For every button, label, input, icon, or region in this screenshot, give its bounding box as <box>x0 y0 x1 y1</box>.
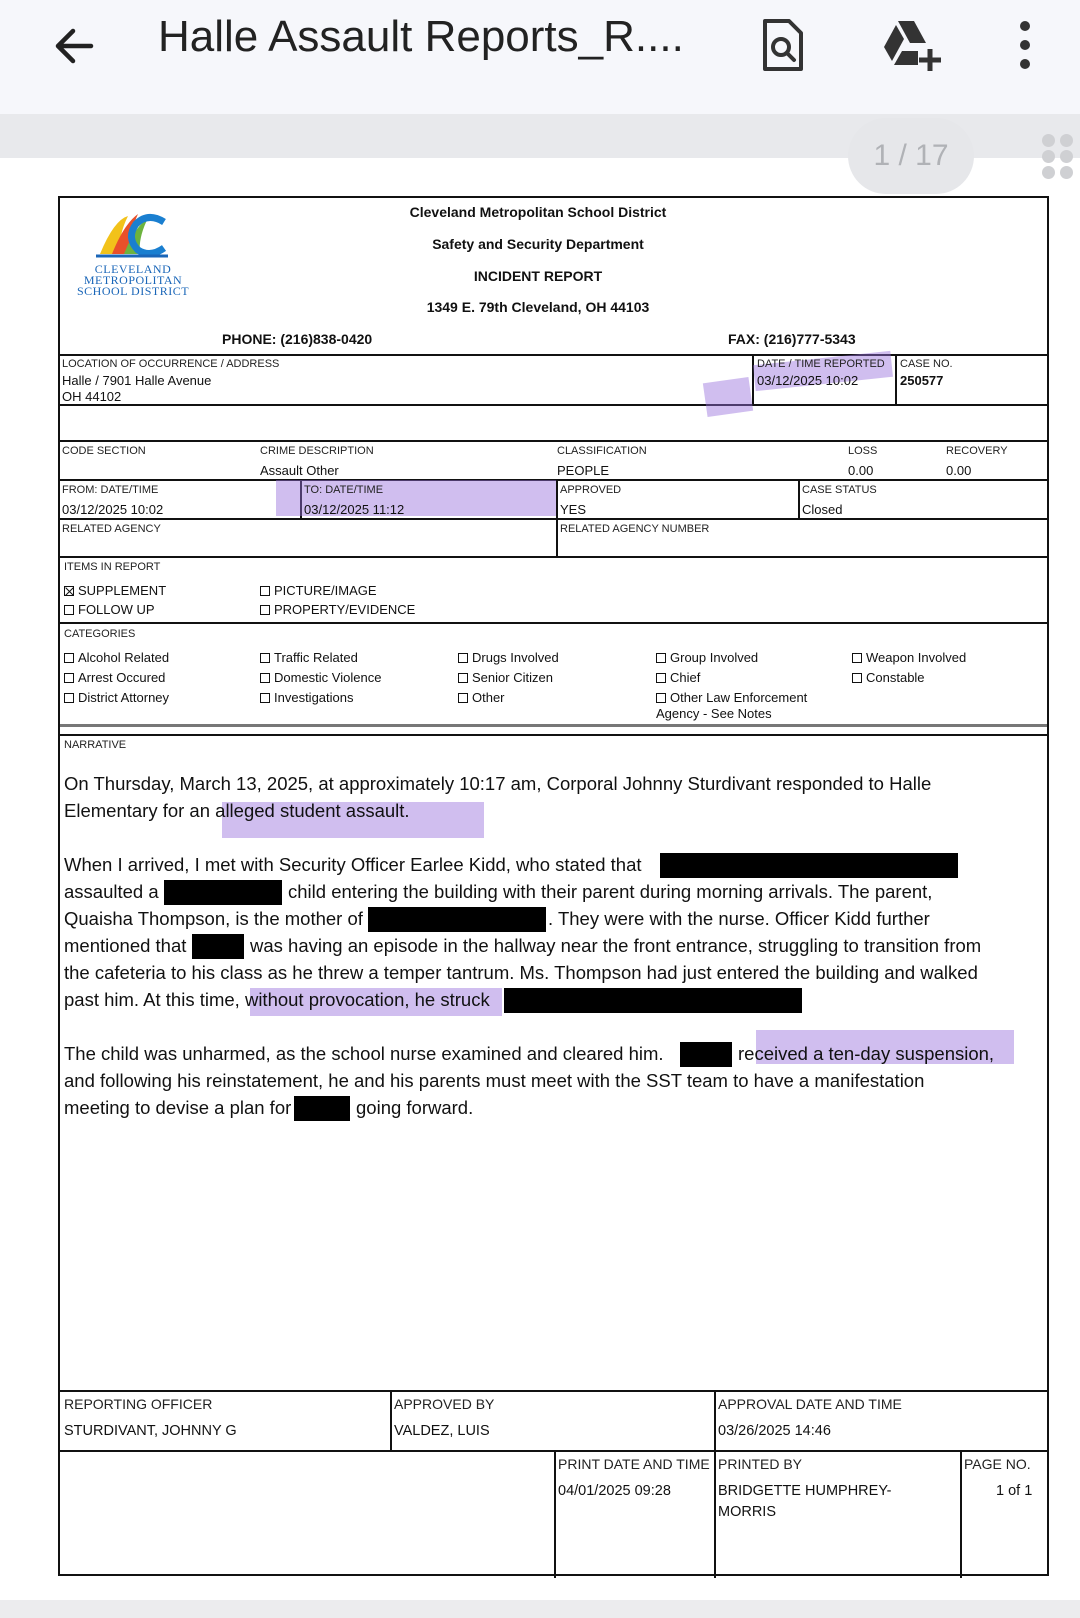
category-item <box>260 650 358 665</box>
unchecked-box-icon <box>64 653 74 663</box>
from-datetime-label: FROM: DATE/TIME <box>62 484 159 496</box>
narrative-line: was having an episode in the hallway near the front entrance, struggling to transition from <box>250 935 982 956</box>
narrative-line: going forward. <box>356 1097 474 1118</box>
category-label: Alcohol Related <box>78 650 170 665</box>
recovery-value: 0.00 <box>946 463 972 478</box>
narrative-line: The child was unharmed, as the school nurse examined and cleared him. <box>64 1043 664 1064</box>
page-no-value: 1 of 1 <box>996 1483 1033 1499</box>
category-label: Drugs Involved <box>472 650 559 665</box>
category-label: Other Law Enforcement <box>670 690 808 705</box>
case-status-value: Closed <box>802 502 843 517</box>
narrative-line: mentioned that <box>64 935 187 956</box>
code-section-label: CODE SECTION <box>62 445 146 457</box>
loss-label: LOSS <box>848 445 878 457</box>
redaction-block <box>368 907 546 932</box>
category-label: Chief <box>670 670 701 685</box>
redaction-block <box>504 988 802 1013</box>
approved-value: YES <box>560 502 587 517</box>
item-label: SUPPLEMENT <box>78 583 167 598</box>
category-item <box>656 670 700 685</box>
logo-line-3: SCHOOL DISTRICT <box>76 284 190 298</box>
category-item <box>458 670 553 685</box>
classification-value: PEOPLE <box>557 463 610 478</box>
category-item <box>64 670 165 685</box>
highlight-mark <box>703 377 753 417</box>
find-in-document-button[interactable] <box>748 10 818 80</box>
category-label: Investigations <box>274 690 354 705</box>
unchecked-box-icon <box>458 673 468 683</box>
unchecked-box-icon <box>260 693 270 703</box>
category-item <box>656 690 807 705</box>
approved-by-value: VALDEZ, LUIS <box>394 1423 490 1439</box>
items-label: ITEMS IN REPORT <box>64 561 161 573</box>
viewer-bottom-edge <box>0 1600 1080 1618</box>
category-label: Domestic Violence <box>274 670 382 685</box>
unchecked-box-icon <box>260 605 270 615</box>
date-reported-value: 03/12/2025 10:02 <box>757 373 859 388</box>
phone-number: PHONE: (216)838-0420 <box>222 331 373 347</box>
unchecked-box-icon <box>64 673 74 683</box>
redaction-block <box>192 934 244 959</box>
print-datetime-label: PRINT DATE AND TIME <box>558 1456 710 1472</box>
reporting-officer-label: REPORTING OFFICER <box>64 1396 213 1412</box>
category-label: Other <box>472 690 505 705</box>
narrative-line: On Thursday, March 13, 2025, at approximately 10:17 am, Corporal Johnny Sturdivant responded to Halle <box>64 773 932 794</box>
unchecked-box-icon <box>656 693 666 703</box>
category-item <box>852 670 925 685</box>
category-item <box>64 650 169 665</box>
category-label: Arrest Occured <box>78 670 166 685</box>
more-vertical-icon <box>1015 20 1035 70</box>
narrative-line: . They were with the nurse. Officer Kidd further <box>548 908 930 929</box>
printed-by-label: PRINTED BY <box>718 1456 803 1472</box>
category-label: Traffic Related <box>274 650 358 665</box>
unchecked-box-icon <box>458 693 468 703</box>
case-no-value: 250577 <box>900 373 944 388</box>
unchecked-box-icon <box>656 653 666 663</box>
location-line-1: Halle / 7901 Halle Avenue <box>62 373 212 388</box>
narrative-line: the cafeteria to his class as he threw a temper tantrum. Ms. Thompson had just entered the building and walked <box>64 962 978 983</box>
category-label: District Attorney <box>78 690 170 705</box>
classification-label: CLASSIFICATION <box>557 445 647 457</box>
location-label: LOCATION OF OCCURRENCE / ADDRESS <box>62 358 280 370</box>
redaction-block <box>660 853 958 878</box>
category-item <box>260 670 381 685</box>
loss-value: 0.00 <box>848 463 874 478</box>
document-title: Halle Assault Reports_R.... <box>158 12 684 61</box>
case-status-label: CASE STATUS <box>802 484 877 496</box>
narrative-line: Quaisha Thompson, is the mother of <box>64 908 363 929</box>
recovery-label: RECOVERY <box>946 445 1008 457</box>
unchecked-box-icon <box>260 586 270 596</box>
item-label: PICTURE/IMAGE <box>274 583 377 598</box>
document-search-icon <box>759 17 807 73</box>
district-logo <box>68 206 198 306</box>
redaction-block <box>680 1042 732 1067</box>
printed-by-line-2: MORRIS <box>718 1504 776 1520</box>
unchecked-box-icon <box>64 605 74 615</box>
location-line-2: OH 44102 <box>62 389 122 404</box>
item-label: PROPERTY/EVIDENCE <box>274 602 416 617</box>
case-no-label: CASE NO. <box>900 358 953 370</box>
narrative-line: and following his reinstatement, he and his parents must meet with the SST team to have a manifestation <box>64 1070 925 1091</box>
unchecked-box-icon <box>852 673 862 683</box>
reporting-officer-value: STURDIVANT, JOHNNY G <box>64 1423 237 1439</box>
fax-number: FAX: (216)777-5343 <box>728 331 856 347</box>
print-datetime-value: 04/01/2025 09:28 <box>558 1483 671 1499</box>
printed-by-line-1: BRIDGETTE HUMPHREY- <box>718 1483 892 1499</box>
checkbox-supplement <box>64 583 166 598</box>
approved-by-label: APPROVED BY <box>394 1396 495 1412</box>
category-item-continued: Agency - See Notes <box>656 706 772 721</box>
crime-description-value: Assault Other <box>260 463 339 478</box>
add-to-drive-icon <box>880 17 942 73</box>
category-label: Constable <box>866 670 925 685</box>
narrative-line: received a ten-day suspension, <box>738 1043 995 1064</box>
narrative-line: Elementary for an alleged student assault. <box>64 800 410 821</box>
narrative-line: past him. At this time, without provocation, he struck <box>64 989 490 1010</box>
checkbox-picture-image <box>260 583 377 598</box>
checked-box-icon <box>64 586 74 596</box>
unchecked-box-icon <box>458 653 468 663</box>
drag-handle-icon[interactable] <box>1042 134 1076 180</box>
department-name: Safety and Security Department <box>432 236 644 252</box>
logo-line-1: CLEVELAND <box>94 262 172 276</box>
logo-line-2: METROPOLITAN <box>83 273 183 287</box>
item-label: FOLLOW UP <box>78 602 155 617</box>
page-no-label: PAGE NO. <box>964 1456 1031 1472</box>
narrative-label: NARRATIVE <box>64 739 127 751</box>
category-item <box>64 690 169 705</box>
date-reported-label: DATE / TIME REPORTED <box>757 358 885 370</box>
add-to-drive-button[interactable] <box>876 10 946 80</box>
category-label: Senior Citizen <box>472 670 553 685</box>
to-datetime-value: 03/12/2025 11:12 <box>304 502 405 517</box>
narrative-line: When I arrived, I met with Security Officer Earlee Kidd, who stated that <box>64 854 642 875</box>
app-bar <box>0 0 1080 114</box>
category-item <box>458 690 505 705</box>
narrative-line: child entering the building with their parent during morning arrivals. The parent, <box>288 881 933 902</box>
checkbox-property-evidence <box>260 602 415 617</box>
crime-description-label: CRIME DESCRIPTION <box>260 445 374 457</box>
category-item <box>260 690 354 705</box>
report-type: INCIDENT REPORT <box>473 268 603 284</box>
approved-label: APPROVED <box>560 484 622 496</box>
category-item <box>458 650 559 665</box>
to-datetime-label: TO: DATE/TIME <box>304 484 384 496</box>
related-agency-number-label: RELATED AGENCY NUMBER <box>560 523 710 535</box>
unchecked-box-icon <box>656 673 666 683</box>
related-agency-label: RELATED AGENCY <box>62 523 161 535</box>
unchecked-box-icon <box>260 653 270 663</box>
page-counter: 1 / 17 <box>848 118 974 194</box>
more-options-button[interactable] <box>990 10 1060 80</box>
approval-datetime-label: APPROVAL DATE AND TIME <box>718 1396 902 1412</box>
district-address: 1349 E. 79th Cleveland, OH 44103 <box>426 299 650 315</box>
category-item <box>656 650 758 665</box>
narrative-line: meeting to devise a plan for <box>64 1097 292 1118</box>
unchecked-box-icon <box>64 693 74 703</box>
approval-datetime-value: 03/26/2025 14:46 <box>718 1423 831 1439</box>
categories-label: CATEGORIES <box>64 628 136 640</box>
unchecked-box-icon <box>852 653 862 663</box>
checkbox-follow-up <box>64 602 155 617</box>
unchecked-box-icon <box>260 673 270 683</box>
incident-report <box>58 196 1049 1576</box>
category-label: Weapon Involved <box>866 650 967 665</box>
redaction-block <box>164 880 282 905</box>
category-item <box>852 650 966 665</box>
arrow-left-icon <box>51 23 97 69</box>
back-button[interactable] <box>44 16 104 76</box>
district-name: Cleveland Metropolitan School District <box>409 204 667 220</box>
category-label: Group Involved <box>670 650 759 665</box>
from-datetime-value: 03/12/2025 10:02 <box>62 502 164 517</box>
redaction-block <box>294 1096 350 1121</box>
narrative-line: assaulted a <box>64 881 159 902</box>
